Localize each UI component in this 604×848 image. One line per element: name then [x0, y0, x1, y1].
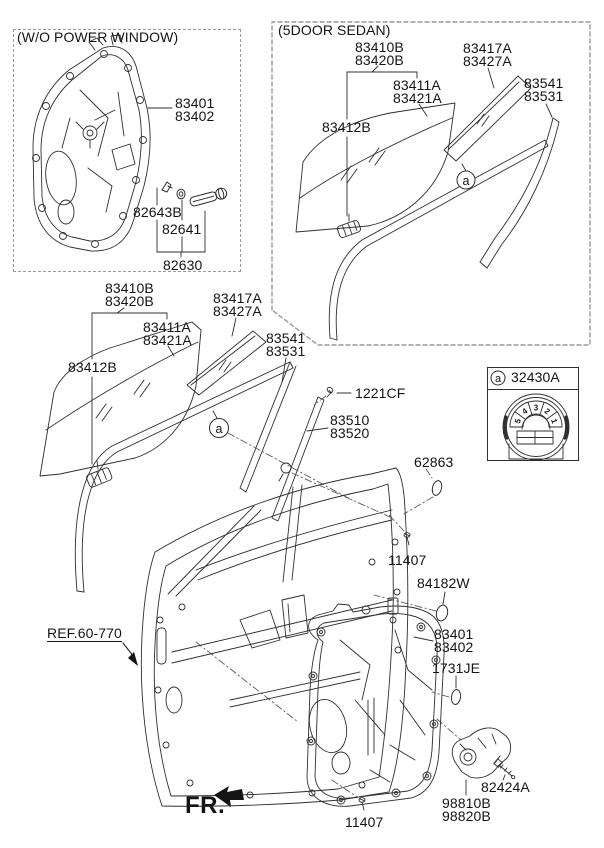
part-number-line: 83427A [463, 52, 512, 69]
washer-icon [177, 189, 185, 199]
part-number-line: 83417A [463, 40, 512, 56]
wo-power-window-title: (W/O POWER WINDOW) [17, 29, 179, 45]
part-number-line: 83411A [393, 77, 441, 93]
part-number-line: 83410B [105, 280, 154, 296]
part-label-83412b-sedan: 83412B [322, 119, 371, 135]
module-panel-bolt-holes [307, 606, 440, 804]
part-label-11407-top: 11407 [388, 552, 427, 568]
part-number-line: 83402 [434, 638, 474, 655]
rear-door-drawing [141, 468, 407, 806]
main-leaders [92, 308, 351, 464]
part-number-line: 83510 [330, 412, 370, 428]
crank-handle-icon [189, 187, 228, 207]
part-label-83401-83402-manual [175, 97, 214, 122]
part-label-83541-83531 [266, 332, 305, 357]
legend-divider [488, 389, 578, 390]
main-marker-a [210, 411, 229, 438]
part-label-83401-83402 [434, 628, 473, 653]
part-number-line: 83531 [266, 342, 306, 359]
sedan-marker-a [457, 164, 475, 189]
part-label-82424a: 82424A [481, 779, 530, 795]
motor-drawing [452, 728, 510, 778]
part-number-line: 83420B [105, 292, 154, 309]
legend-code-32430a: 32430A [511, 369, 560, 385]
part-number-line: 83541 [524, 75, 564, 91]
svg-text:4: 4 [520, 406, 530, 417]
part-number-line: 83421A [143, 331, 192, 348]
main-quarter-glass [187, 331, 266, 395]
part-number-line: 83402 [175, 107, 215, 124]
part-label-83417a-83427a-sedan [463, 42, 512, 67]
part-label-82630: 82630 [163, 257, 203, 273]
part-label-83411a-83421a [143, 321, 192, 346]
module-panel-drawing [304, 604, 444, 806]
fr-direction-label: FR. [185, 792, 226, 819]
part-label-1221cf: 1221CF [355, 385, 406, 401]
part-number-line: 83417A [213, 290, 262, 306]
door-area-leaders [414, 592, 505, 795]
svg-text:a: a [462, 174, 470, 188]
part-label-82643b: 82643B [133, 204, 182, 220]
sedan-box-border [272, 22, 590, 345]
ref-60-770-label: REF.60-770 [47, 625, 122, 641]
part-label-82641: 82641 [162, 221, 202, 237]
svg-text:2: 2 [542, 406, 552, 417]
part-label-11407-bottom: 11407 [345, 814, 384, 830]
part-label-83541-83531-sedan [524, 77, 563, 102]
ring-1731je-icon [451, 689, 462, 705]
part-label-84182w: 84182W [417, 575, 470, 591]
part-number-line: 83411A [143, 319, 191, 335]
part-number-line: 83401 [175, 95, 215, 111]
part-label-62863: 62863 [414, 454, 454, 470]
part-label-1731je: 1731JE [432, 660, 481, 676]
part-label-83410b-83420b [105, 282, 154, 307]
svg-text:5: 5 [513, 417, 523, 425]
svg-text:a: a [215, 422, 223, 436]
part-label-83510-83520 [330, 414, 369, 439]
part-number-line: 98810B [442, 795, 491, 811]
panel-bolt-holes [33, 51, 147, 248]
screw-1221cf-icon [326, 386, 334, 397]
part-number-line: 83520 [330, 424, 370, 441]
part-number-line: 98820B [442, 807, 491, 824]
sedan-title: (5DOOR SEDAN) [278, 22, 391, 38]
grommet-62863-icon [431, 480, 443, 497]
part-label-98810b-98820b [442, 797, 491, 822]
part-label-83412b: 83412B [68, 359, 117, 375]
part-label-83417a-83427a [213, 292, 262, 317]
part-number-line: 83421A [393, 89, 442, 106]
part-number-line: 83531 [524, 87, 564, 104]
sedan-glass-drawing [296, 76, 559, 340]
svg-text:1: 1 [549, 417, 559, 425]
part-number-line: 83410B [355, 39, 404, 55]
svg-text:3: 3 [533, 403, 539, 413]
ref-arrow-icon [123, 643, 138, 666]
part-number-line: 83427A [213, 302, 262, 319]
part-number-line: 83401 [434, 626, 474, 642]
part-label-83411a-83421a-sedan [393, 79, 442, 104]
part-number-line: 83420B [355, 51, 404, 68]
part-number-line: 83541 [266, 330, 306, 346]
retainer-clip-icon [162, 182, 172, 192]
door-holes [155, 539, 401, 798]
grommet-84182w-icon [435, 604, 450, 622]
part-label-83410b-83420b-sedan [355, 41, 404, 66]
sedan-glass-holder-icon [337, 220, 362, 239]
svg-text:a: a [494, 373, 502, 385]
